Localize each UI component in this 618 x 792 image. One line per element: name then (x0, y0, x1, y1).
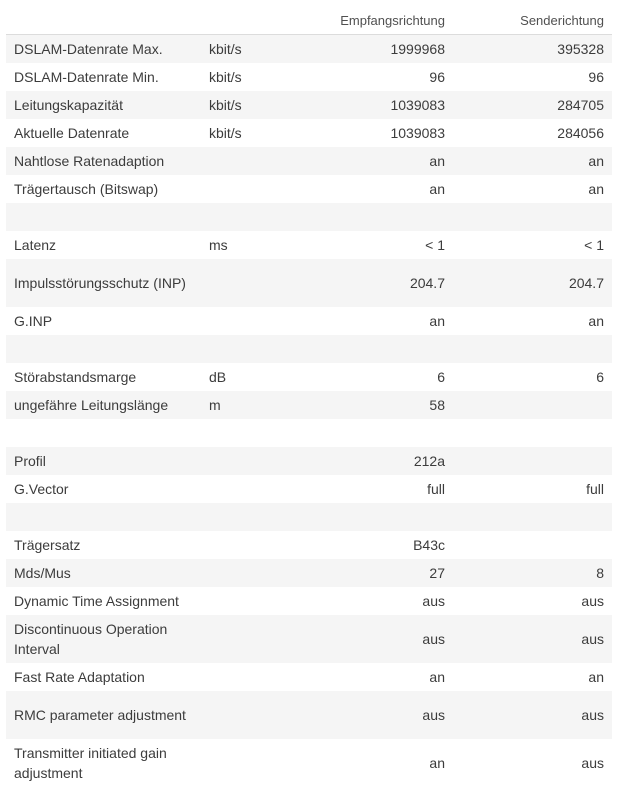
table-row (6, 559, 612, 587)
row-downstream-value: aus (318, 587, 453, 615)
row-downstream-value: an (318, 307, 453, 335)
row-label: Impulsstörungsschutz (INP) (6, 259, 201, 307)
table-row (6, 175, 612, 203)
table-row (6, 739, 612, 787)
table-row (6, 363, 612, 391)
row-downstream-value: an (318, 147, 453, 175)
row-upstream-value (453, 203, 612, 231)
table-row (6, 691, 612, 739)
row-unit: kbit/s (201, 63, 318, 91)
row-unit (201, 531, 318, 559)
row-upstream-value: full (453, 475, 612, 503)
row-upstream-value (453, 391, 612, 419)
row-upstream-value: 284056 (453, 119, 612, 147)
row-downstream-value: 204.7 (318, 259, 453, 307)
row-label: Latenz (6, 231, 201, 259)
spacer-row (6, 335, 612, 363)
dsl-stats-table (6, 6, 612, 787)
row-unit (201, 503, 318, 531)
row-upstream-value: 6 (453, 363, 612, 391)
table-row (6, 231, 612, 259)
row-downstream-value (318, 203, 453, 231)
spacer-row (6, 203, 612, 231)
row-downstream-value: 96 (318, 63, 453, 91)
row-downstream-value: 1039083 (318, 91, 453, 119)
row-label: Trägersatz (6, 531, 201, 559)
row-label: Transmitter initiated gain adjustment (6, 739, 201, 787)
table-row (6, 307, 612, 335)
row-unit (201, 691, 318, 739)
row-downstream-value: 58 (318, 391, 453, 419)
row-upstream-value: < 1 (453, 231, 612, 259)
row-downstream-value (318, 335, 453, 363)
row-upstream-value: an (453, 175, 612, 203)
spacer-row (6, 419, 612, 447)
row-label: ungefähre Leitungslänge (6, 391, 201, 419)
row-label: Nahtlose Ratenadaption (6, 147, 201, 175)
row-unit (201, 739, 318, 787)
row-label (6, 419, 201, 447)
row-upstream-value (453, 335, 612, 363)
table-row (6, 91, 612, 119)
row-label: DSLAM-Datenrate Max. (6, 35, 201, 64)
row-downstream-value: aus (318, 691, 453, 739)
row-upstream-value: 96 (453, 63, 612, 91)
row-unit (201, 203, 318, 231)
row-label: DSLAM-Datenrate Min. (6, 63, 201, 91)
row-label (6, 503, 201, 531)
table-row (6, 663, 612, 691)
row-upstream-value (453, 503, 612, 531)
row-unit: kbit/s (201, 91, 318, 119)
row-unit (201, 447, 318, 475)
row-label: Leitungskapazität (6, 91, 201, 119)
table-row (6, 147, 612, 175)
row-label: Trägertausch (Bitswap) (6, 175, 201, 203)
row-upstream-value: aus (453, 615, 612, 663)
row-unit: dB (201, 363, 318, 391)
row-upstream-value: 8 (453, 559, 612, 587)
row-downstream-value: 27 (318, 559, 453, 587)
row-downstream-value: an (318, 663, 453, 691)
row-downstream-value: 1999968 (318, 35, 453, 64)
table-row (6, 119, 612, 147)
row-downstream-value: an (318, 739, 453, 787)
table-row (6, 531, 612, 559)
row-upstream-value (453, 531, 612, 559)
row-unit (201, 259, 318, 307)
row-upstream-value: 284705 (453, 91, 612, 119)
row-downstream-value: 6 (318, 363, 453, 391)
row-upstream-value: an (453, 147, 612, 175)
row-unit: kbit/s (201, 35, 318, 64)
row-label: Dynamic Time Assignment (6, 587, 201, 615)
row-label: RMC parameter adjustment (6, 691, 201, 739)
row-unit (201, 615, 318, 663)
header-downstream: Empfangsrichtung (318, 6, 453, 35)
row-label: Aktuelle Datenrate (6, 119, 201, 147)
row-unit (201, 663, 318, 691)
row-upstream-value: 204.7 (453, 259, 612, 307)
row-label: Störabstandsmarge (6, 363, 201, 391)
table-row (6, 63, 612, 91)
row-unit (201, 475, 318, 503)
row-unit: m (201, 391, 318, 419)
row-label: G.Vector (6, 475, 201, 503)
row-label: Discontinuous Operation Interval (6, 615, 201, 663)
row-downstream-value: an (318, 175, 453, 203)
row-unit (201, 335, 318, 363)
row-unit: kbit/s (201, 119, 318, 147)
header-unit (201, 6, 318, 35)
row-unit (201, 147, 318, 175)
table-row (6, 475, 612, 503)
row-upstream-value: 395328 (453, 35, 612, 64)
row-upstream-value: aus (453, 739, 612, 787)
row-label: Profil (6, 447, 201, 475)
row-unit (201, 419, 318, 447)
row-downstream-value: 1039083 (318, 119, 453, 147)
row-label (6, 335, 201, 363)
table-row (6, 447, 612, 475)
row-unit (201, 307, 318, 335)
spacer-row (6, 503, 612, 531)
table-row (6, 587, 612, 615)
row-unit (201, 175, 318, 203)
row-label: Mds/Mus (6, 559, 201, 587)
row-downstream-value: full (318, 475, 453, 503)
table-row (6, 259, 612, 307)
row-downstream-value (318, 503, 453, 531)
row-upstream-value: an (453, 307, 612, 335)
row-downstream-value: 212a (318, 447, 453, 475)
table-header-row (6, 6, 612, 35)
row-downstream-value: aus (318, 615, 453, 663)
table-row (6, 615, 612, 663)
header-label (6, 6, 201, 35)
table-row (6, 391, 612, 419)
row-upstream-value: aus (453, 691, 612, 739)
row-unit (201, 587, 318, 615)
row-unit (201, 559, 318, 587)
row-label: G.INP (6, 307, 201, 335)
header-upstream: Senderichtung (453, 6, 612, 35)
row-downstream-value: B43c (318, 531, 453, 559)
row-downstream-value: < 1 (318, 231, 453, 259)
row-label (6, 203, 201, 231)
row-upstream-value (453, 419, 612, 447)
row-label: Fast Rate Adaptation (6, 663, 201, 691)
row-upstream-value: an (453, 663, 612, 691)
row-downstream-value (318, 419, 453, 447)
row-upstream-value (453, 447, 612, 475)
table-row (6, 35, 612, 64)
row-upstream-value: aus (453, 587, 612, 615)
row-unit: ms (201, 231, 318, 259)
